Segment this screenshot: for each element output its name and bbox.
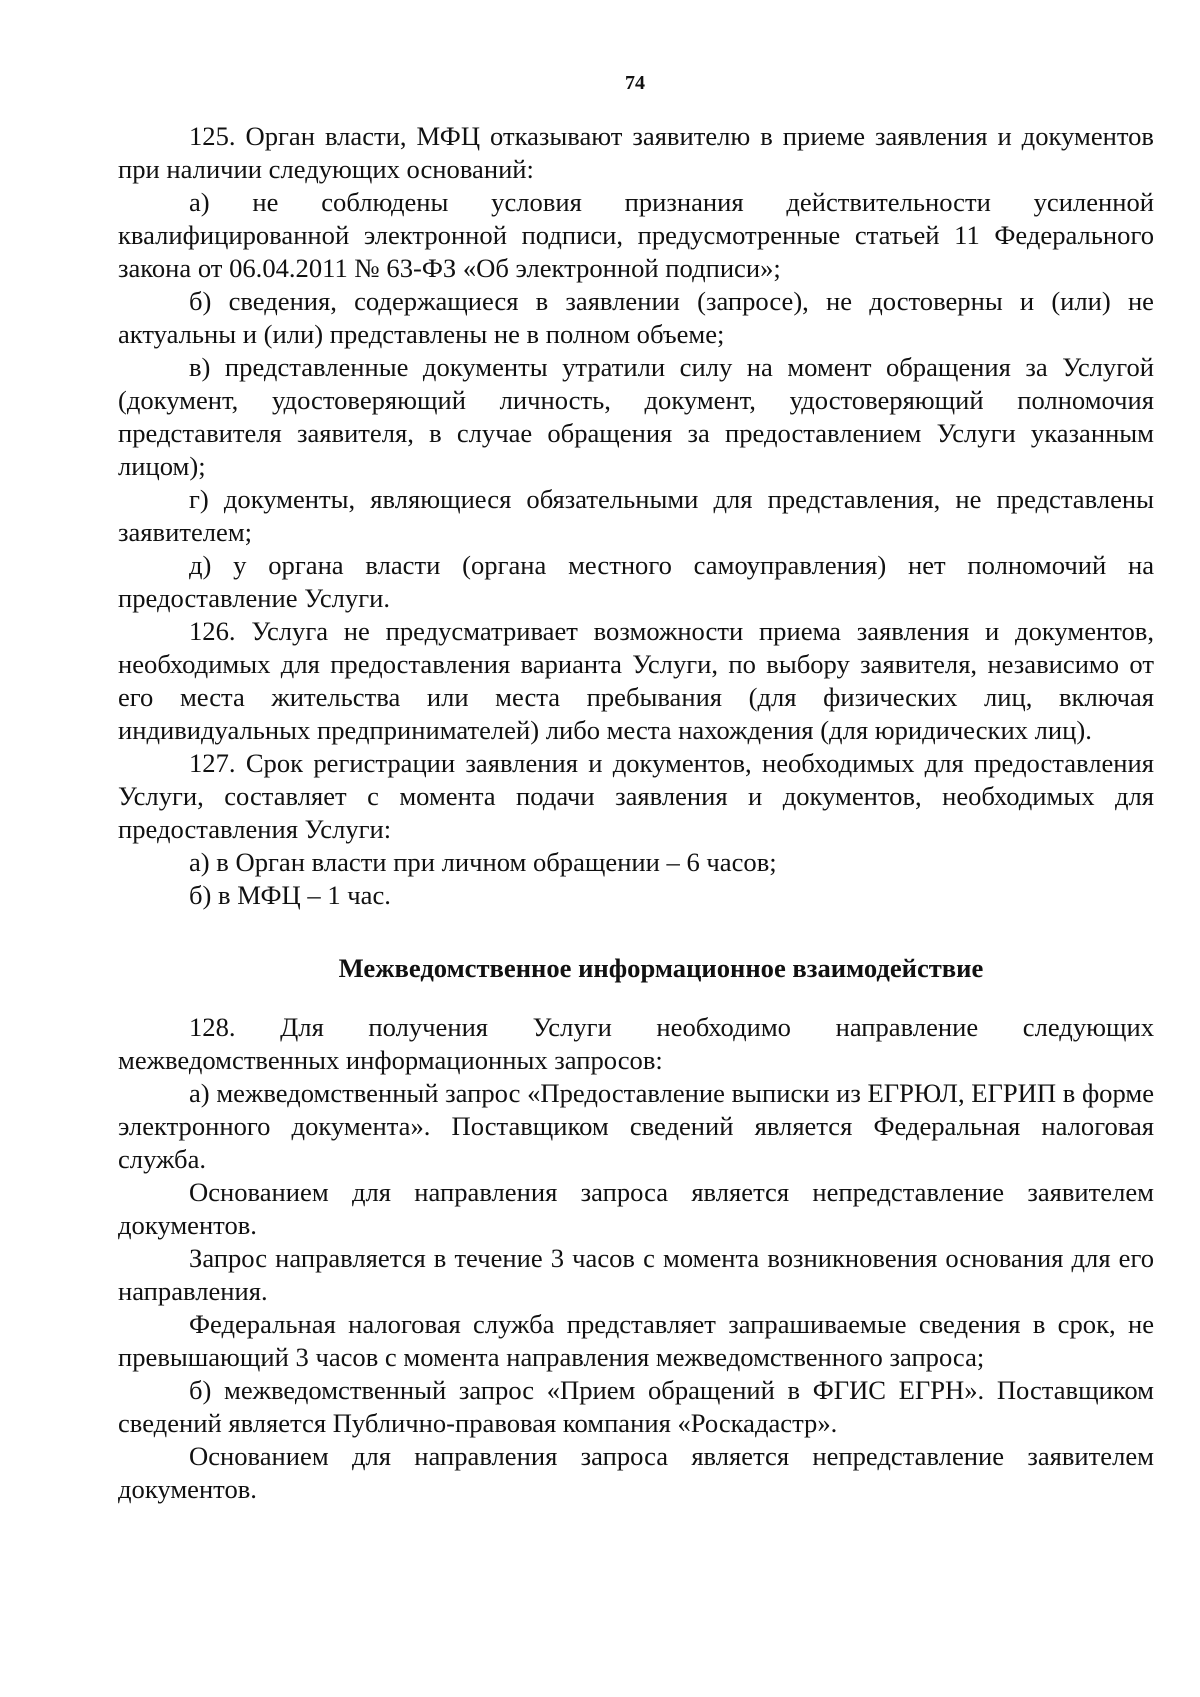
paragraph-127-b: б) в МФЦ – 1 час. — [189, 880, 391, 910]
paragraph-128-response: Федеральная налоговая служба представляет запрашиваемые сведения в срок, не превышающий 3 часов с момента направления межведомственного запроса; — [118, 1309, 1154, 1372]
paragraph-128: 128. Для получения Услуги необходимо направление следующих межведомственных информационных запросов: — [118, 1012, 1154, 1075]
paragraph-128-a: а) межведомственный запрос «Предоставление выписки из ЕГРЮЛ, ЕГРИП в форме электронного документа». Поставщиком сведений является Федеральная налоговая служба. — [118, 1078, 1154, 1174]
paragraph-125-b: б) сведения, содержащиеся в заявлении (запросе), не достоверны и (или) не актуальны и (или) представлены не в полном объеме; — [118, 286, 1154, 349]
paragraph-128-basis-2: Основанием для направления запроса является непредставление заявителем документов. — [118, 1441, 1154, 1504]
paragraph-128-basis-1: Основанием для направления запроса является непредставление заявителем документов. — [118, 1177, 1154, 1240]
paragraph-127-a: а) в Орган власти при личном обращении – 6 часов; — [189, 847, 777, 877]
paragraph-125-a: а) не соблюдены условия признания действительности усиленной квалифицированной электронной подписи, предусмотренные статьей 11 Федерального закона от 06.04.2011 № 63-ФЗ «Об электронной подписи»; — [118, 187, 1154, 283]
paragraph-128-b: б) межведомственный запрос «Прием обращений в ФГИС ЕГРН». Поставщиком сведений является Публично-правовая компания «Роскадастр». — [118, 1375, 1154, 1438]
paragraph-125-v: в) представленные документы утратили силу на момент обращения за Услугой (документ, удостоверяющий личность, документ, удостоверяющий полномочия представителя заявителя, в случае обращения за предоставлением Услуги указанным лицом); — [118, 352, 1154, 481]
paragraph-128-timing: Запрос направляется в течение 3 часов с момента возникновения основания для его направления. — [118, 1243, 1154, 1306]
paragraph-125-g: г) документы, являющиеся обязательными для представления, не представлены заявителем; — [118, 484, 1154, 547]
document-body — [118, 120, 1154, 1506]
paragraph-125-d: д) у органа власти (органа местного самоуправления) нет полномочий на предоставление Услуги. — [118, 550, 1154, 613]
paragraph-126: 126. Услуга не предусматривает возможности приема заявления и документов, необходимых для предоставления варианта Услуги, по выбору заявителя, независимо от его места жительства или места пребывания (для физических лиц, включая индивидуальных предпринимателей) либо места нахождения (для юридических лиц). — [118, 616, 1154, 745]
section-heading: Межведомственное информационное взаимодействие — [338, 953, 984, 983]
paragraph-125: 125. Орган власти, МФЦ отказывают заявителю в приеме заявления и документов при наличии следующих оснований: — [118, 121, 1154, 184]
page-number: 74 — [625, 72, 645, 94]
paragraph-127: 127. Срок регистрации заявления и документов, необходимых для предоставления Услуги, составляет с момента подачи заявления и документов, необходимых для предоставления Услуги: — [118, 748, 1154, 844]
